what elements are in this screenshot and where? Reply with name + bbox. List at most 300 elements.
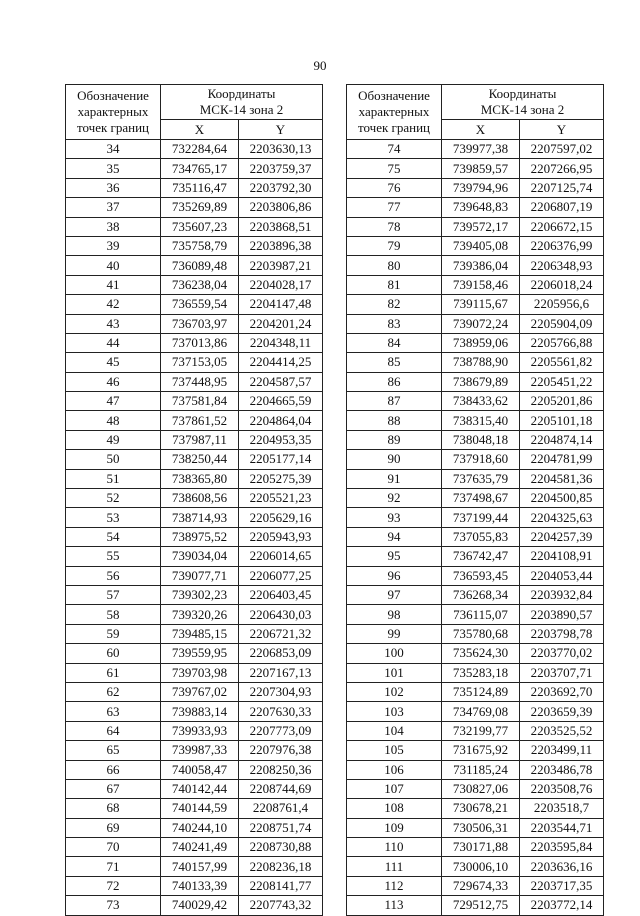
point-number-cell: 95 [347, 547, 442, 566]
x-coordinate-cell: 735124,89 [442, 682, 520, 701]
x-coordinate-cell: 740029,42 [161, 896, 239, 915]
point-number-cell: 110 [347, 838, 442, 857]
y-coordinate-cell: 2204325,63 [520, 508, 604, 527]
y-coordinate-cell: 2204348,11 [239, 333, 323, 352]
table-row [347, 702, 604, 721]
point-number-cell: 79 [347, 236, 442, 255]
table-row [66, 489, 323, 508]
table-row [347, 624, 604, 643]
x-coordinate-cell: 739987,33 [161, 741, 239, 760]
point-number-cell: 56 [66, 566, 161, 585]
y-coordinate-cell: 2205201,86 [520, 392, 604, 411]
point-number-cell: 37 [66, 198, 161, 217]
table-row [66, 818, 323, 837]
y-coordinate-cell: 2203792,30 [239, 178, 323, 197]
point-number-cell: 74 [347, 140, 442, 159]
table-row [347, 682, 604, 701]
table-row [347, 178, 604, 197]
y-coordinate-cell: 2206077,25 [239, 566, 323, 585]
y-coordinate-cell: 2203806,86 [239, 198, 323, 217]
point-number-cell: 73 [66, 896, 161, 915]
y-coordinate-cell: 2204587,57 [239, 372, 323, 391]
point-number-cell: 85 [347, 353, 442, 372]
table-row [347, 159, 604, 178]
y-coordinate-cell: 2203636,16 [520, 857, 604, 876]
point-number-cell: 36 [66, 178, 161, 197]
point-number-cell: 78 [347, 217, 442, 236]
x-coordinate-cell: 735607,23 [161, 217, 239, 236]
point-number-cell: 108 [347, 799, 442, 818]
table-row [66, 605, 323, 624]
point-number-cell: 107 [347, 779, 442, 798]
y-coordinate-cell: 2203544,71 [520, 818, 604, 837]
point-number-cell: 97 [347, 585, 442, 604]
x-coordinate-cell: 731675,92 [442, 741, 520, 760]
point-number-cell: 105 [347, 741, 442, 760]
x-coordinate-cell: 736089,48 [161, 256, 239, 275]
table-row [66, 392, 323, 411]
table-row [347, 430, 604, 449]
table-row [66, 741, 323, 760]
y-coordinate-cell: 2205956,6 [520, 295, 604, 314]
table-row [347, 198, 604, 217]
point-number-cell: 68 [66, 799, 161, 818]
table-row [347, 799, 604, 818]
point-number-cell: 49 [66, 430, 161, 449]
point-number-cell: 82 [347, 295, 442, 314]
table-row [347, 236, 604, 255]
point-number-cell: 46 [66, 372, 161, 391]
y-coordinate-cell: 2207743,32 [239, 896, 323, 915]
table-row [347, 372, 604, 391]
y-coordinate-cell: 2206403,45 [239, 585, 323, 604]
table-row [66, 295, 323, 314]
point-number-cell: 53 [66, 508, 161, 527]
x-coordinate-cell: 740157,99 [161, 857, 239, 876]
y-coordinate-cell: 2208751,74 [239, 818, 323, 837]
x-coordinate-cell: 738959,06 [442, 333, 520, 352]
y-coordinate-cell: 2205101,18 [520, 411, 604, 430]
coords-header: Координаты МСК-14 зона 2 [161, 85, 323, 120]
table-row [347, 721, 604, 740]
x-coordinate-cell: 735780,68 [442, 624, 520, 643]
point-number-cell: 101 [347, 663, 442, 682]
x-coordinate-cell: 737635,79 [442, 469, 520, 488]
table-row [66, 314, 323, 333]
y-coordinate-cell: 2207630,33 [239, 702, 323, 721]
y-coordinate-cell: 2203868,51 [239, 217, 323, 236]
x-coordinate-cell: 738608,56 [161, 489, 239, 508]
y-coordinate-cell: 2204781,99 [520, 450, 604, 469]
x-coordinate-cell: 740144,59 [161, 799, 239, 818]
table-row [66, 159, 323, 178]
point-number-cell: 63 [66, 702, 161, 721]
point-number-cell: 72 [66, 876, 161, 895]
y-coordinate-cell: 2207125,74 [520, 178, 604, 197]
point-number-cell: 113 [347, 896, 442, 915]
y-coordinate-cell: 2204147,48 [239, 295, 323, 314]
y-coordinate-cell: 2208250,36 [239, 760, 323, 779]
y-coordinate-cell: 2205451,22 [520, 372, 604, 391]
point-number-cell: 109 [347, 818, 442, 837]
table-row [347, 585, 604, 604]
table-row [347, 547, 604, 566]
table-row [66, 411, 323, 430]
point-number-cell: 90 [347, 450, 442, 469]
point-number-cell: 71 [66, 857, 161, 876]
y-coordinate-cell: 2203659,39 [520, 702, 604, 721]
table-row [66, 876, 323, 895]
point-number-cell: 86 [347, 372, 442, 391]
table-row [66, 527, 323, 546]
y-coordinate-cell: 2206430,03 [239, 605, 323, 624]
point-number-cell: 112 [347, 876, 442, 895]
point-number-cell: 99 [347, 624, 442, 643]
y-coordinate-cell: 2203630,13 [239, 140, 323, 159]
point-number-cell: 93 [347, 508, 442, 527]
point-number-cell: 94 [347, 527, 442, 546]
x-coordinate-cell: 738250,44 [161, 450, 239, 469]
y-coordinate-cell: 2203772,14 [520, 896, 604, 915]
point-number-cell: 39 [66, 236, 161, 255]
y-coordinate-cell: 2204108,91 [520, 547, 604, 566]
table-row [347, 256, 604, 275]
y-coordinate-cell: 2203508,76 [520, 779, 604, 798]
point-number-cell: 98 [347, 605, 442, 624]
page-number: 90 [313, 58, 327, 73]
point-number-cell: 42 [66, 295, 161, 314]
x-coordinate-cell: 738048,18 [442, 430, 520, 449]
point-number-cell: 50 [66, 450, 161, 469]
point-number-cell: 40 [66, 256, 161, 275]
coords-header: Координаты МСК-14 зона 2 [442, 85, 604, 120]
x-coordinate-cell: 739077,71 [161, 566, 239, 585]
table-row [66, 760, 323, 779]
coordinates-table-right [346, 84, 604, 916]
y-coordinate-cell: 2208236,18 [239, 857, 323, 876]
y-coordinate-cell: 2204500,85 [520, 489, 604, 508]
x-coordinate-cell: 737581,84 [161, 392, 239, 411]
table-row [66, 217, 323, 236]
table-row [347, 295, 604, 314]
point-number-cell: 91 [347, 469, 442, 488]
y-coordinate-cell: 2207773,09 [239, 721, 323, 740]
x-coordinate-cell: 740241,49 [161, 838, 239, 857]
point-number-cell: 104 [347, 721, 442, 740]
x-coordinate-cell: 738315,40 [442, 411, 520, 430]
x-coordinate-cell: 736115,07 [442, 605, 520, 624]
y-header: Y [239, 120, 323, 140]
y-coordinate-cell: 2205904,09 [520, 314, 604, 333]
x-coordinate-cell: 737199,44 [442, 508, 520, 527]
table-row [347, 217, 604, 236]
point-number-cell: 45 [66, 353, 161, 372]
table-row [66, 353, 323, 372]
table-row [347, 450, 604, 469]
table-row [347, 508, 604, 527]
point-number-cell: 51 [66, 469, 161, 488]
table-row [66, 275, 323, 294]
table-row [347, 469, 604, 488]
point-number-cell: 44 [66, 333, 161, 352]
x-coordinate-cell: 735116,47 [161, 178, 239, 197]
y-coordinate-cell: 2204581,36 [520, 469, 604, 488]
point-number-cell: 48 [66, 411, 161, 430]
point-number-cell: 47 [66, 392, 161, 411]
y-coordinate-cell: 2205275,39 [239, 469, 323, 488]
x-coordinate-cell: 740058,47 [161, 760, 239, 779]
table-row [347, 392, 604, 411]
y-coordinate-cell: 2206018,24 [520, 275, 604, 294]
table-row [66, 721, 323, 740]
point-label-header: Обозначение характерных точек границ [347, 85, 442, 140]
y-coordinate-cell: 2207266,95 [520, 159, 604, 178]
y-coordinate-cell: 2203518,7 [520, 799, 604, 818]
point-number-cell: 69 [66, 818, 161, 837]
point-number-cell: 96 [347, 566, 442, 585]
x-coordinate-cell: 735758,79 [161, 236, 239, 255]
y-coordinate-cell: 2203595,84 [520, 838, 604, 857]
point-number-cell: 43 [66, 314, 161, 333]
y-coordinate-cell: 2205521,23 [239, 489, 323, 508]
point-number-cell: 55 [66, 547, 161, 566]
table-row [66, 799, 323, 818]
y-coordinate-cell: 2206807,19 [520, 198, 604, 217]
point-number-cell: 87 [347, 392, 442, 411]
point-number-cell: 52 [66, 489, 161, 508]
x-coordinate-cell: 737153,05 [161, 353, 239, 372]
point-number-cell: 61 [66, 663, 161, 682]
y-coordinate-cell: 2204414,25 [239, 353, 323, 372]
table-row [66, 198, 323, 217]
y-coordinate-cell: 2204953,35 [239, 430, 323, 449]
x-coordinate-cell: 740142,44 [161, 779, 239, 798]
y-coordinate-cell: 2203692,70 [520, 682, 604, 701]
x-coordinate-cell: 735283,18 [442, 663, 520, 682]
point-number-cell: 92 [347, 489, 442, 508]
point-number-cell: 81 [347, 275, 442, 294]
point-number-cell: 65 [66, 741, 161, 760]
x-coordinate-cell: 739158,46 [442, 275, 520, 294]
y-coordinate-cell: 2203486,78 [520, 760, 604, 779]
x-coordinate-cell: 730678,21 [442, 799, 520, 818]
point-number-cell: 84 [347, 333, 442, 352]
x-coordinate-cell: 737448,95 [161, 372, 239, 391]
x-coordinate-cell: 738975,52 [161, 527, 239, 546]
y-coordinate-cell: 2203890,57 [520, 605, 604, 624]
x-coordinate-cell: 739115,67 [442, 295, 520, 314]
x-coordinate-cell: 736559,54 [161, 295, 239, 314]
table-row [66, 508, 323, 527]
x-coordinate-cell: 736742,47 [442, 547, 520, 566]
table-row [347, 663, 604, 682]
point-number-cell: 35 [66, 159, 161, 178]
x-coordinate-cell: 737013,86 [161, 333, 239, 352]
table-row [66, 178, 323, 197]
point-label-header: Обозначение характерных точек границ [66, 85, 161, 140]
y-coordinate-cell: 2203717,35 [520, 876, 604, 895]
x-coordinate-cell: 738365,80 [161, 469, 239, 488]
table-row [347, 333, 604, 352]
point-number-cell: 76 [347, 178, 442, 197]
y-coordinate-cell: 2203499,11 [520, 741, 604, 760]
x-coordinate-cell: 738679,89 [442, 372, 520, 391]
y-coordinate-cell: 2208761,4 [239, 799, 323, 818]
x-coordinate-cell: 737987,11 [161, 430, 239, 449]
y-coordinate-cell: 2206014,65 [239, 547, 323, 566]
x-coordinate-cell: 730006,10 [442, 857, 520, 876]
x-coordinate-cell: 738433,62 [442, 392, 520, 411]
x-coordinate-cell: 739859,57 [442, 159, 520, 178]
y-coordinate-cell: 2203770,02 [520, 644, 604, 663]
point-number-cell: 54 [66, 527, 161, 546]
point-number-cell: 88 [347, 411, 442, 430]
table-row [66, 896, 323, 915]
y-coordinate-cell: 2203987,21 [239, 256, 323, 275]
y-coordinate-cell: 2205943,93 [239, 527, 323, 546]
y-coordinate-cell: 2206672,15 [520, 217, 604, 236]
x-coordinate-cell: 737861,52 [161, 411, 239, 430]
x-coordinate-cell: 736703,97 [161, 314, 239, 333]
point-number-cell: 100 [347, 644, 442, 663]
table-row [347, 140, 604, 159]
x-coordinate-cell: 737918,60 [442, 450, 520, 469]
point-number-cell: 62 [66, 682, 161, 701]
point-number-cell: 89 [347, 430, 442, 449]
y-coordinate-cell: 2204864,04 [239, 411, 323, 430]
point-number-cell: 58 [66, 605, 161, 624]
table-row [66, 585, 323, 604]
y-coordinate-cell: 2208744,69 [239, 779, 323, 798]
y-coordinate-cell: 2205629,16 [239, 508, 323, 527]
x-coordinate-cell: 739405,08 [442, 236, 520, 255]
y-coordinate-cell: 2206376,99 [520, 236, 604, 255]
table-row [347, 779, 604, 798]
y-coordinate-cell: 2203525,52 [520, 721, 604, 740]
table-row [347, 527, 604, 546]
table-row [66, 372, 323, 391]
table-row [66, 450, 323, 469]
y-coordinate-cell: 2207976,38 [239, 741, 323, 760]
y-coordinate-cell: 2203798,78 [520, 624, 604, 643]
y-coordinate-cell: 2204665,59 [239, 392, 323, 411]
point-number-cell: 57 [66, 585, 161, 604]
x-coordinate-cell: 735269,89 [161, 198, 239, 217]
x-header: X [442, 120, 520, 140]
y-coordinate-cell: 2206721,32 [239, 624, 323, 643]
table-row [347, 876, 604, 895]
x-coordinate-cell: 739794,96 [442, 178, 520, 197]
point-number-cell: 59 [66, 624, 161, 643]
point-number-cell: 64 [66, 721, 161, 740]
table-row [347, 566, 604, 585]
point-number-cell: 106 [347, 760, 442, 779]
x-coordinate-cell: 736238,04 [161, 275, 239, 294]
table-row [347, 605, 604, 624]
y-coordinate-cell: 2203932,84 [520, 585, 604, 604]
x-coordinate-cell: 739767,02 [161, 682, 239, 701]
x-coordinate-cell: 739302,23 [161, 585, 239, 604]
x-coordinate-cell: 737055,83 [442, 527, 520, 546]
y-coordinate-cell: 2206853,09 [239, 644, 323, 663]
point-number-cell: 60 [66, 644, 161, 663]
table-row [347, 760, 604, 779]
table-row [66, 857, 323, 876]
point-number-cell: 41 [66, 275, 161, 294]
x-coordinate-cell: 739034,04 [161, 547, 239, 566]
point-number-cell: 75 [347, 159, 442, 178]
table-row [347, 818, 604, 837]
x-coordinate-cell: 736593,45 [442, 566, 520, 585]
table-row [66, 236, 323, 255]
x-coordinate-cell: 738714,93 [161, 508, 239, 527]
y-coordinate-cell: 2204874,14 [520, 430, 604, 449]
table-row [347, 838, 604, 857]
y-coordinate-cell: 2203707,71 [520, 663, 604, 682]
y-coordinate-cell: 2207167,13 [239, 663, 323, 682]
table-row [66, 838, 323, 857]
point-number-cell: 66 [66, 760, 161, 779]
table-row [66, 256, 323, 275]
x-coordinate-cell: 740244,10 [161, 818, 239, 837]
x-coordinate-cell: 732199,77 [442, 721, 520, 740]
x-coordinate-cell: 739703,98 [161, 663, 239, 682]
x-coordinate-cell: 740133,39 [161, 876, 239, 895]
table-row [66, 624, 323, 643]
table-row [347, 275, 604, 294]
x-coordinate-cell: 739485,15 [161, 624, 239, 643]
point-number-cell: 111 [347, 857, 442, 876]
table-row [347, 857, 604, 876]
x-coordinate-cell: 739072,24 [442, 314, 520, 333]
y-coordinate-cell: 2207304,93 [239, 682, 323, 701]
table-row [66, 547, 323, 566]
x-coordinate-cell: 730827,06 [442, 779, 520, 798]
x-coordinate-cell: 739883,14 [161, 702, 239, 721]
point-number-cell: 34 [66, 140, 161, 159]
table-row [347, 741, 604, 760]
x-coordinate-cell: 730506,31 [442, 818, 520, 837]
y-coordinate-cell: 2204053,44 [520, 566, 604, 585]
table-row [66, 469, 323, 488]
y-coordinate-cell: 2208730,88 [239, 838, 323, 857]
table-row [347, 644, 604, 663]
x-coordinate-cell: 734769,08 [442, 702, 520, 721]
point-number-cell: 102 [347, 682, 442, 701]
table-row [347, 411, 604, 430]
y-coordinate-cell: 2208141,77 [239, 876, 323, 895]
coordinates-table-left [65, 84, 323, 916]
x-coordinate-cell: 734765,17 [161, 159, 239, 178]
table-row [66, 779, 323, 798]
x-coordinate-cell: 730171,88 [442, 838, 520, 857]
table-row [347, 353, 604, 372]
point-number-cell: 83 [347, 314, 442, 333]
x-coordinate-cell: 739933,93 [161, 721, 239, 740]
y-coordinate-cell: 2204201,24 [239, 314, 323, 333]
table-row [66, 333, 323, 352]
x-coordinate-cell: 739977,38 [442, 140, 520, 159]
x-coordinate-cell: 731185,24 [442, 760, 520, 779]
x-header: X [161, 120, 239, 140]
x-coordinate-cell: 737498,67 [442, 489, 520, 508]
point-number-cell: 80 [347, 256, 442, 275]
x-coordinate-cell: 729512,75 [442, 896, 520, 915]
table-row [66, 682, 323, 701]
y-coordinate-cell: 2207597,02 [520, 140, 604, 159]
y-coordinate-cell: 2204257,39 [520, 527, 604, 546]
x-coordinate-cell: 739320,26 [161, 605, 239, 624]
